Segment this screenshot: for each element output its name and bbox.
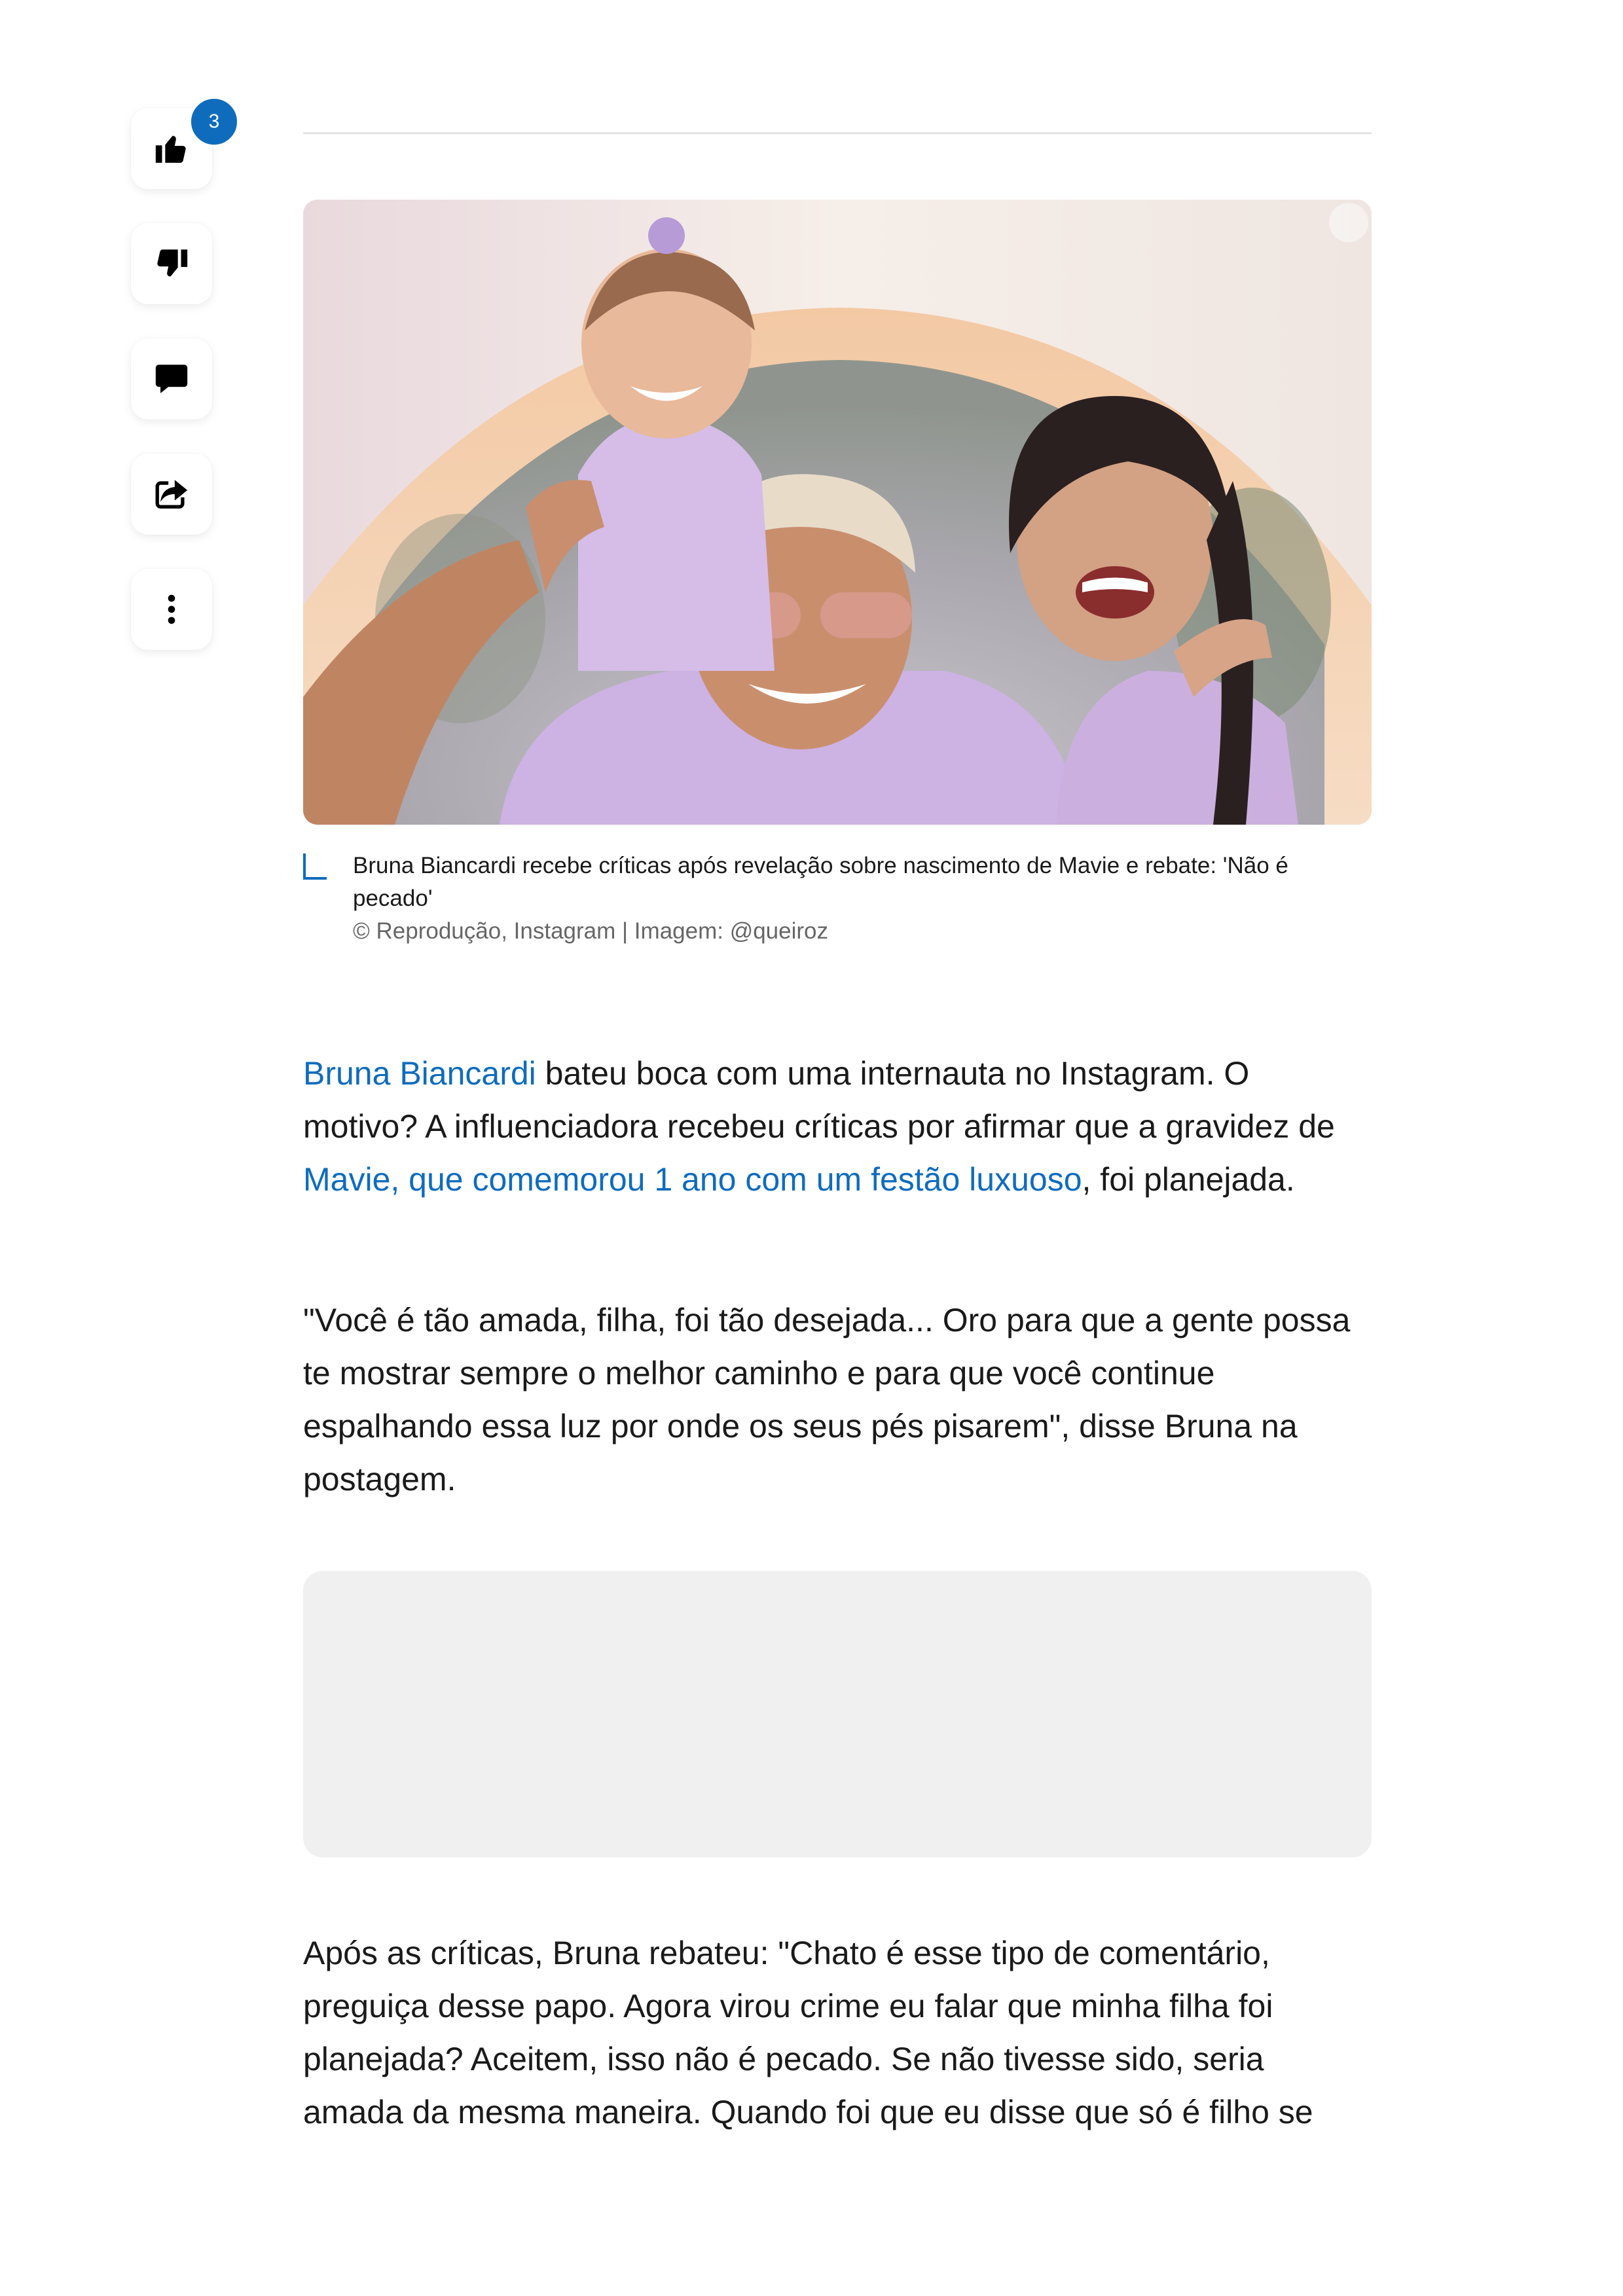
ad-placeholder: [303, 1571, 1372, 1857]
paragraph-1-text-b: , foi planejada.: [1082, 1161, 1295, 1198]
caption-credit: © Reprodução, Instagram | Imagem: @queiroz: [353, 918, 829, 944]
comment-button[interactable]: [131, 338, 212, 420]
share-button[interactable]: [131, 454, 212, 535]
article-paragraph-3: Após as críticas, Bruna rebateu: "Chato é esse tipo de comentário, preguiça desse papo. Agora virou crime eu falar que minha filha foi planejada? Aceitem, isso não é pecado. Se não tivesse sido, seria amada da mesma maneira. Quando foi que eu disse que só é filho se: [303, 1935, 1313, 2130]
action-rail: [131, 108, 220, 684]
more-options-button[interactable]: [131, 569, 212, 650]
thumbs-down-icon: [153, 245, 191, 283]
more-vertical-icon: [153, 590, 191, 628]
article-paragraph-2: "Você é tão amada, filha, foi tão desejada... Oro para que a gente possa te mostrar sempre o melhor caminho e para que você continue espalhando essa luz por onde os seus pés pisarem", disse Bruna na postagem.: [303, 1302, 1351, 1498]
mavie-party-link[interactable]: Mavie, que comemorou 1 ano com um festão luxuoso: [303, 1161, 1082, 1198]
thumbs-up-icon: [153, 130, 191, 168]
paragraph-1-text-a: bateu boca com uma internauta no Instagram. O motivo? A influenciadora recebeu críticas por afirmar que a gravidez de: [303, 1055, 1335, 1145]
caption-text: Bruna Biancardi recebe críticas após revelação sobre nascimento de Mavie e rebate: 'Não é pecado': [353, 853, 1288, 911]
divider: [303, 132, 1372, 134]
hero-photo: [303, 200, 1372, 825]
share-icon: [153, 475, 191, 513]
caption-corner-icon: [303, 853, 327, 880]
like-count-badge: 3: [189, 96, 240, 147]
image-caption: [303, 850, 1372, 948]
like-button[interactable]: [131, 108, 220, 189]
bruna-biancardi-link[interactable]: Bruna Biancardi: [303, 1055, 536, 1092]
dislike-button[interactable]: [131, 223, 212, 304]
article-paragraph-1: [303, 1047, 1372, 1206]
article-hero-image[interactable]: [303, 200, 1372, 825]
comment-icon: [153, 360, 191, 398]
